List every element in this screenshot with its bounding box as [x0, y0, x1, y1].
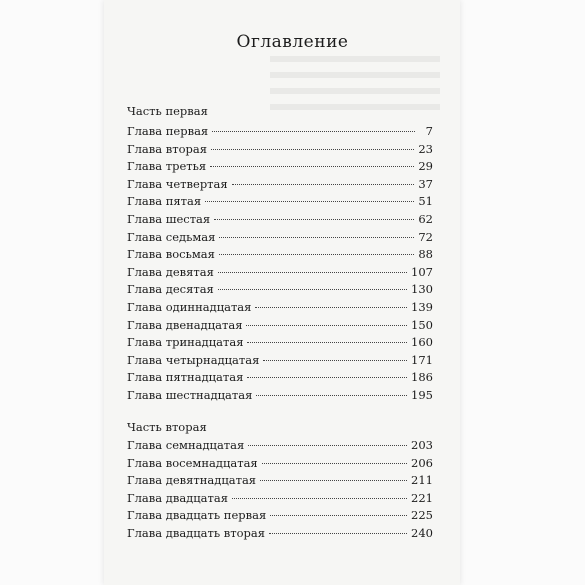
chapter-title: Глава шестая — [127, 211, 211, 226]
chapter-title: Глава вторая — [127, 141, 207, 156]
chapter-title: Глава четвертая — [127, 176, 228, 191]
page-number: 23 — [418, 141, 433, 156]
page-number: 88 — [418, 247, 433, 262]
chapter-title: Глава одиннадцатая — [127, 299, 252, 314]
chapter-title: Глава восемнадцатая — [127, 455, 258, 470]
dot-leader — [260, 480, 407, 481]
page-number: 139 — [411, 299, 433, 314]
dot-leader — [218, 272, 407, 273]
page-number: 171 — [411, 352, 433, 367]
chapter-title: Глава двенадцатая — [127, 317, 243, 332]
chapter-title: Глава тринадцатая — [127, 335, 244, 350]
dot-leader — [246, 325, 407, 326]
toc-entry — [127, 388, 433, 406]
toc-entry — [127, 247, 433, 265]
chapter-title: Глава двадцатая — [127, 490, 228, 505]
toc-entry — [127, 212, 433, 230]
page-number: 240 — [411, 525, 433, 540]
toc-entry — [127, 526, 433, 544]
page-number: 186 — [411, 370, 433, 385]
dot-leader — [232, 498, 407, 499]
dot-leader — [232, 184, 415, 185]
chapter-title: Глава девятнадцатая — [127, 473, 257, 488]
chapter-title: Глава пятнадцатая — [127, 370, 244, 385]
dot-leader — [262, 463, 407, 464]
part-heading: Часть вторая — [127, 420, 207, 434]
toc-entry — [127, 159, 433, 177]
dot-leader — [211, 149, 414, 150]
dot-leader — [247, 377, 407, 378]
page-number: 51 — [418, 194, 433, 209]
chapter-title: Глава девятая — [127, 264, 214, 279]
dot-leader — [219, 254, 414, 255]
page-number: 130 — [411, 282, 433, 297]
toc-entry — [127, 473, 433, 491]
chapter-title: Глава семнадцатая — [127, 438, 245, 452]
page-number: 221 — [411, 490, 433, 505]
chapter-title: Глава десятая — [127, 282, 214, 297]
dot-leader — [205, 201, 414, 202]
dot-leader — [256, 395, 407, 396]
page-number: 206 — [411, 455, 433, 470]
chapter-title: Глава третья — [127, 159, 207, 174]
page-number: 72 — [418, 229, 433, 244]
dot-leader — [219, 237, 414, 238]
dot-leader — [255, 307, 407, 308]
page-number: 29 — [418, 159, 433, 174]
toc-entry — [127, 300, 433, 318]
dot-leader — [247, 342, 407, 343]
page-number: 107 — [411, 264, 433, 279]
part-heading: Часть первая — [127, 104, 208, 118]
chapter-title: Глава седьмая — [127, 229, 216, 244]
dot-leader — [210, 166, 414, 167]
toc-entry — [127, 142, 433, 160]
toc-list-part-2 — [127, 438, 433, 544]
page-title: Оглавление — [236, 32, 349, 52]
show-through-text — [270, 52, 440, 116]
chapter-title: Глава двадцать первая — [127, 508, 267, 523]
page-number: 62 — [418, 211, 433, 226]
chapter-title: Глава пятая — [127, 194, 202, 209]
chapter-title: Глава восьмая — [127, 247, 215, 262]
toc-entry — [127, 265, 433, 283]
toc-list-part-1 — [127, 124, 433, 406]
toc-entry — [127, 177, 433, 195]
toc-entry — [127, 353, 433, 371]
toc-entry — [127, 370, 433, 388]
page-number: 7 — [425, 124, 433, 138]
dot-leader — [218, 289, 407, 290]
page-number: 211 — [411, 473, 433, 488]
chapter-title: Глава четырнадцатая — [127, 352, 260, 367]
page-number: 160 — [411, 335, 433, 350]
page-number: 150 — [411, 317, 433, 332]
page-number: 203 — [411, 438, 433, 452]
toc-entry — [127, 335, 433, 353]
dot-leader — [212, 131, 415, 132]
page-number: 225 — [411, 508, 433, 523]
dot-leader — [269, 533, 407, 534]
dot-leader — [248, 445, 407, 446]
toc-entry — [127, 194, 433, 212]
toc-entry — [127, 508, 433, 526]
dot-leader — [214, 219, 414, 220]
chapter-title: Глава первая — [127, 124, 209, 138]
page-number: 195 — [411, 387, 433, 402]
dot-leader — [270, 515, 407, 516]
toc-entry — [127, 318, 433, 336]
dot-leader — [263, 360, 407, 361]
page-number: 37 — [418, 176, 433, 191]
chapter-title: Глава двадцать вторая — [127, 525, 266, 540]
toc-entry — [127, 456, 433, 474]
toc-entry — [127, 491, 433, 509]
toc-entry — [127, 438, 433, 456]
toc-entry — [127, 282, 433, 300]
toc-entry — [127, 124, 433, 142]
chapter-title: Глава шестнадцатая — [127, 387, 253, 402]
toc-entry — [127, 230, 433, 248]
